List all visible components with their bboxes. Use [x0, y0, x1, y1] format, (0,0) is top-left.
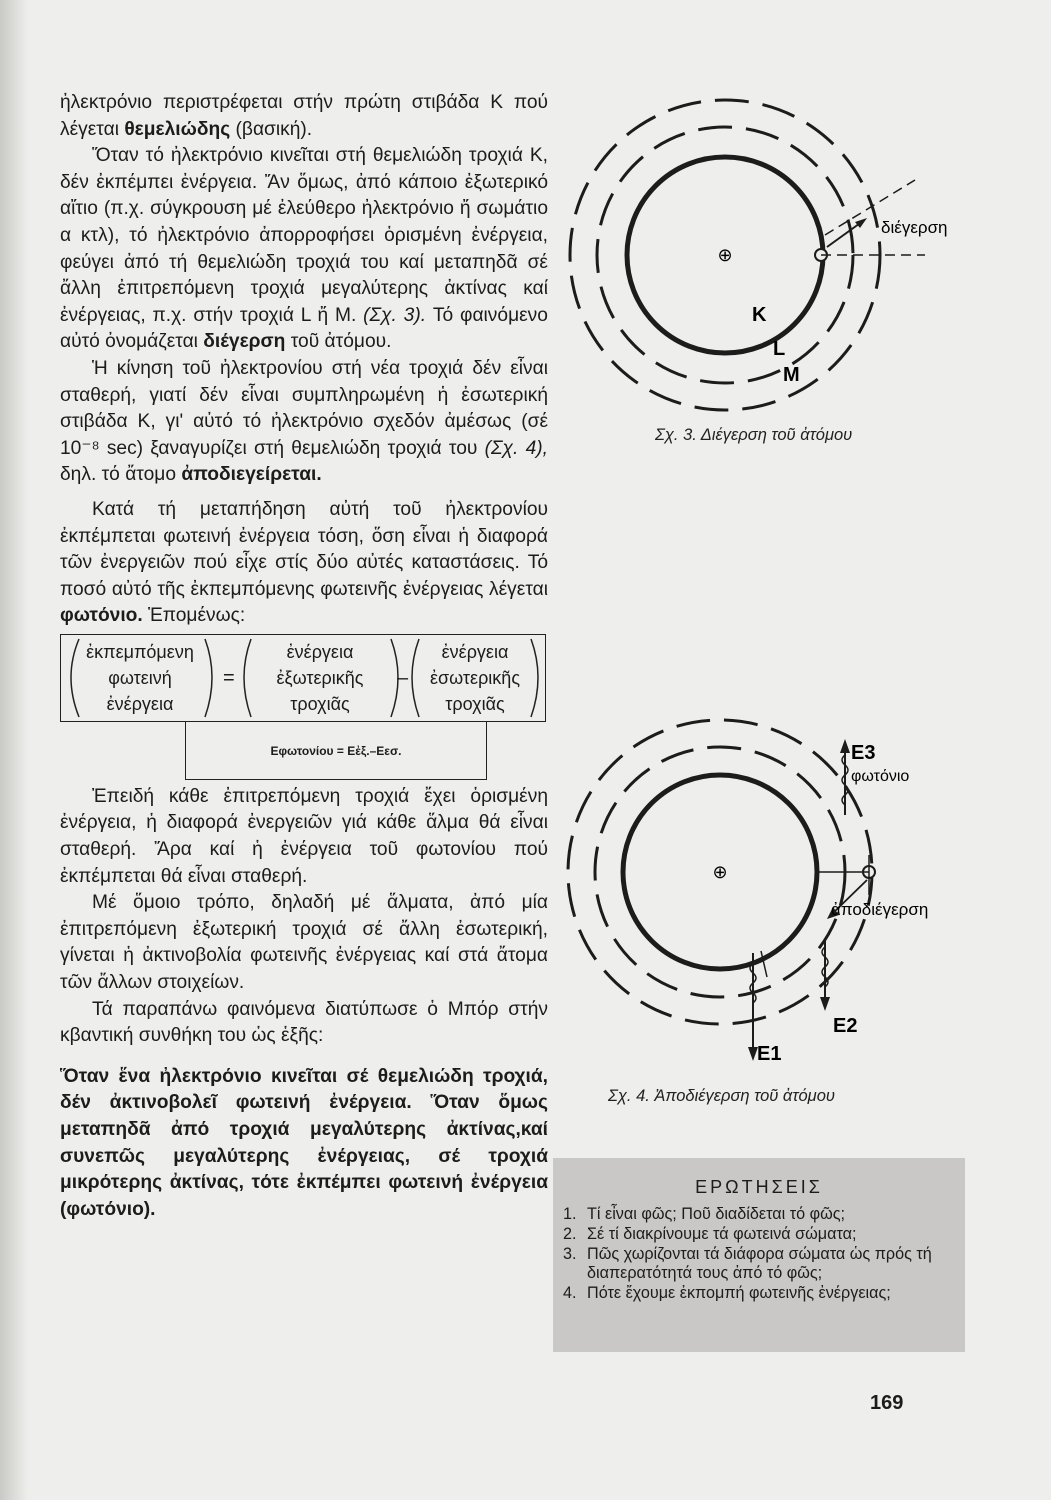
eq-mid-l1: ἐνέργεια [286, 641, 354, 662]
nucleus-symbol: ⊕ [717, 245, 733, 265]
p3-text: Ἡ κίνηση τοῦ ἠλεκτρονίου στή νέα τροχιά δέν εἶναι σταθερή, γιατί δέν εἶναι συμπληρωμένη ἡ ἐσωτερική στιβάδα Κ, γι' αὐτό τό ἠλεκτρόνιο σχεδόν ἀμέσως (σέ 10⁻⁸ sec) ξαναγυρίζει στή θεμελιώδη τροχιά του [60, 357, 548, 459]
paragraph-3 [60, 356, 548, 489]
eq-left-l2: φωτεινή [108, 667, 172, 688]
label-L: L [773, 338, 786, 360]
question-text: Πότε ἔχουμε ἐκπομπή φωτεινῆς ἐνέργειας; [587, 1284, 891, 1302]
question-text: Τί εἶναι φῶς; Ποῦ διαδίδεται τό φῶς; [587, 1205, 846, 1223]
p2-tail: τοῦ ἀτόμου. [290, 331, 392, 353]
p2-text: Ὅταν τό ἠλεκτρόνιο κινεῖται στή θεμελιώδη τροχιά Κ, δέν ἐκπέμπει ἐνέργεια. Ἄν ὅμως, ἀπό κάποιο ἐξωτερικό αἴτιο (π.χ. σύγκρουση μέ ἐλεύθερο ἠλεκτρόνιο ἤ σωμάτιο α κτλ), τό ἠλεκτρόνιο ἀπορροφήσει ὁρισμένη ἐνέργεια, φεύγει ἀπό τή θεμελιώδη τροχιά του καί μεταπηδᾶ σέ ἄλλη ἐπιτρεπόμενη τροχιά μεγαλύτερης ἀκτίνας καί ἐνέργειας, π.χ. στήν τροχιά L ἤ M. [60, 145, 548, 326]
bohr-condition: Ὅταν ἕνα ἠλεκτρόνιο κινεῖται σέ θεμελιώδη τροχιά, δέν ἀκτινοβολεῖ φωτεινή ἐνέργεια. Ὅταν ὅμως μεταπηδᾶ ἀπό τροχιά μεγαλύτερης ἀκτίνας,καί συνεπῶς μεγαλύτερης ἐνέργειας, σέ τροχιά μικρότερης ἀκτίνας, τότε ἐκπέμπει φωτεινή ἐνέργεια (φωτόνιο). [60, 1065, 548, 1220]
question-item [563, 1205, 955, 1224]
question-number: 4. [563, 1284, 577, 1302]
label-E2: E2 [833, 1015, 858, 1037]
question-item [563, 1225, 955, 1244]
eq-left-l3: ἐνέργεια [106, 693, 174, 714]
paragraph-7: Τά παραπάνω φαινόμενα διατύπωσε ὁ Μπόρ στήν κβαντική συνθήκη του ὡς ἑξῆς: [60, 998, 548, 1047]
figure-3-excitation-diagram [575, 95, 948, 425]
question-item [563, 1245, 955, 1283]
eq-short-form: Eφωτονίου = Eἐξ.–Eεσ. [185, 722, 487, 780]
eq-right-l1: ἐνέργεια [441, 641, 509, 662]
eq-inner-energy [411, 639, 539, 717]
p4-text: Κατά τή μεταπήδηση αὐτή τοῦ ἠλεκτρονίου ἐκπέμπεται φωτεινή ἐνέργεια τόση, ὅση εἶναι ἡ διαφορά τῶν ἐνεργειῶν πού εἶχε στίς δύο αὐτές καταστάσεις. Τό ποσό αὐτό τῆς ἐκπεμπόμενης φωτεινῆς ἐνέργειας λέγεται [60, 498, 548, 600]
label-deexcitation: ἀποδιέγερση [831, 900, 929, 919]
eq-outer-energy [245, 639, 395, 717]
E3-arrowhead [840, 739, 850, 753]
p1-end: (βασική). [235, 118, 313, 140]
p3-end: δηλ. τό ἄτομο [60, 464, 176, 486]
label-M: M [783, 364, 800, 386]
question-text: Σέ τί διακρίνουμε τά φωτεινά σώματα; [587, 1225, 857, 1243]
eq-mid-l2: ἐξωτερικῆς [276, 667, 364, 688]
paragraph-6: Μέ ὅμοιο τρόπο, δηλαδή μέ ἅλματα, ἀπό μία ἐπιτρεπόμενη ἐξωτερική τροχιά σέ ἄλλη ἐσωτερική, γίνεται ἡ ἀκτινοβολία φωτεινῆς ἐνέργειας καί στά ἄτομα τῶν ἄλλων στοιχείων. [60, 892, 548, 994]
nucleus-symbol: ⊕ [712, 862, 728, 882]
figure-4-deexcitation-diagram [575, 715, 945, 1070]
eq-right-l3: τροχιᾶς [445, 693, 505, 714]
p2-end: Τό φαινόμενο αὐτό ὀνομάζεται [60, 304, 548, 353]
term-deexcitation: ἀποδιεγείρεται. [181, 464, 322, 486]
label-E3: E3 [851, 742, 876, 764]
paragraph-1 [60, 90, 548, 143]
questions-title: ΕΡΩΤΗΣΕΙΣ [695, 1177, 823, 1197]
label-excitation: διέγερση [881, 218, 948, 237]
main-text-column [60, 90, 548, 1223]
p1-text: ἠλεκτρόνιο περιστρέφεται στήν πρώτη στιβάδα Κ πού λέγεται [60, 92, 548, 140]
eq-minus: – [397, 666, 409, 689]
eq-mid-l3: τροχιᾶς [290, 693, 350, 714]
label-K: K [752, 304, 767, 326]
questions-box [553, 1158, 965, 1352]
label-photon: φωτόνιο [851, 768, 910, 785]
eq-left-l1: ἐκπεμπόμενη [86, 641, 194, 662]
question-number: 3. [563, 1245, 577, 1263]
E2-arrowhead [820, 997, 830, 1011]
term-photon: φωτόνιο. [60, 605, 143, 627]
scan-shadow [0, 0, 28, 1500]
term-excitation: διέγερση [203, 331, 286, 353]
label-E1: E1 [757, 1043, 782, 1065]
question-number: 2. [563, 1225, 577, 1243]
p4-end: Ἑπομένως: [148, 605, 246, 627]
eq-right-l2: ἐσωτερικῆς [430, 667, 520, 688]
question-text: Πῶς χωρίζονται τά διάφορα σώματα ὡς πρός τή διαπερατότητά τους ἀπό τό φῶς; [587, 1245, 932, 1282]
question-item [563, 1284, 955, 1303]
question-number: 1. [563, 1205, 577, 1223]
eq-equals: = [223, 666, 235, 689]
page-number: 169 [870, 1392, 904, 1414]
p2-figure-ref: (Σχ. 3). [363, 304, 427, 326]
paragraph-5: Ἐπειδή κάθε ἐπιτρεπόμενη τροχιά ἔχει ὁρισμένη ἐνέργεια, ἡ διαφορά ἐνεργειῶν γιά κάθε ἅλμα θά εἶναι σταθερή. Ἄρα καί ἡ ἐνέργεια τοῦ φωτονίου πού ἐκπέμπεται θά εἶναι σταθερή. [60, 785, 548, 887]
term-ground-state: θεμελιώδης [124, 118, 231, 140]
figure-3-caption: Σχ. 3. Διέγερση τοῦ ἀτόμου [655, 426, 853, 444]
p3-figure-ref: (Σχ. 4), [484, 437, 548, 459]
paragraph-2 [60, 143, 548, 356]
energy-equation-box [60, 634, 546, 722]
paragraph-4 [60, 497, 548, 630]
figure-4-caption: Σχ. 4. Ἀποδιέγερση τοῦ ἀτόμου [608, 1087, 835, 1105]
